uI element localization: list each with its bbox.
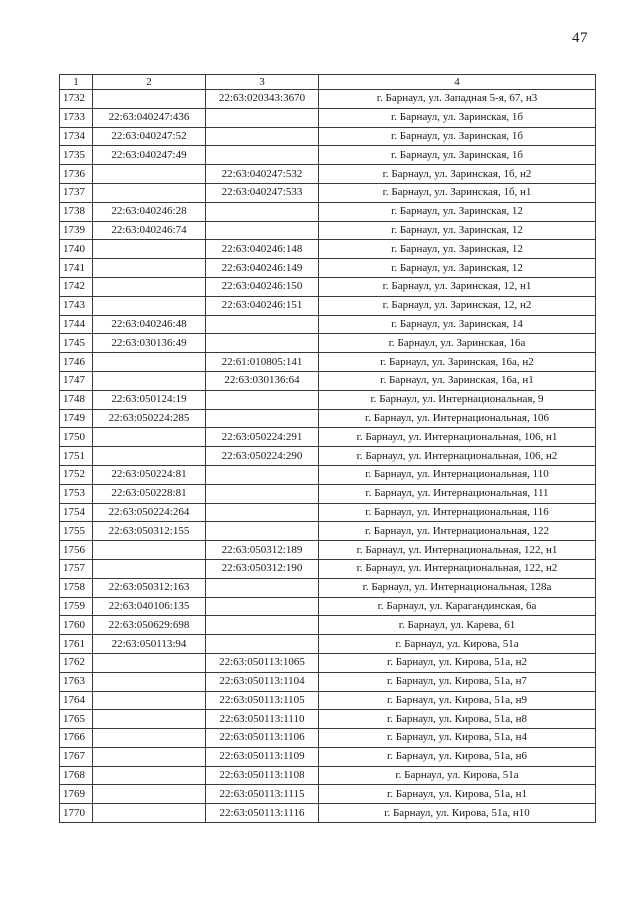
cadastral-number-secondary-cell: 22:63:040247:532 <box>206 165 319 184</box>
cadastral-number-cell <box>93 691 206 710</box>
cadastral-number-cell: 22:63:050312:155 <box>93 522 206 541</box>
row-number-cell: 1732 <box>60 90 93 109</box>
cadastral-number-secondary-cell: 22:63:050224:291 <box>206 428 319 447</box>
table-row <box>60 747 596 766</box>
cadastral-number-secondary-cell <box>206 315 319 334</box>
address-cell: г. Барнаул, ул. Заринская, 1б <box>319 127 596 146</box>
cadastral-number-cell: 22:63:040246:74 <box>93 221 206 240</box>
cadastral-number-cell: 22:63:040247:49 <box>93 146 206 165</box>
cadastral-number-secondary-cell: 22:63:050113:1065 <box>206 653 319 672</box>
row-number-cell: 1766 <box>60 729 93 748</box>
cadastral-number-cell: 22:63:050228:81 <box>93 484 206 503</box>
address-cell: г. Барнаул, ул. Кирова, 51а <box>319 766 596 785</box>
cadastral-number-cell: 22:63:050224:81 <box>93 465 206 484</box>
row-number-cell: 1737 <box>60 183 93 202</box>
address-cell: г. Барнаул, ул. Заринская, 1б <box>319 108 596 127</box>
row-number-cell: 1768 <box>60 766 93 785</box>
cadastral-number-secondary-cell <box>206 635 319 654</box>
row-number-cell: 1762 <box>60 653 93 672</box>
cadastral-number-cell <box>93 259 206 278</box>
row-number-cell: 1770 <box>60 804 93 823</box>
address-cell: г. Барнаул, ул. Интернациональная, 116 <box>319 503 596 522</box>
cadastral-number-secondary-cell: 22:63:050113:1109 <box>206 747 319 766</box>
table-row <box>60 428 596 447</box>
cadastral-number-cell: 22:63:050113:94 <box>93 635 206 654</box>
table-row <box>60 484 596 503</box>
cadastral-number-secondary-cell <box>206 221 319 240</box>
cadastral-number-secondary-cell <box>206 127 319 146</box>
table-row <box>60 447 596 466</box>
table-row <box>60 202 596 221</box>
header-col-1: 1 <box>60 75 93 90</box>
table-row <box>60 315 596 334</box>
row-number-cell: 1753 <box>60 484 93 503</box>
cadastral-number-cell <box>93 447 206 466</box>
row-number-cell: 1745 <box>60 334 93 353</box>
cadastral-number-secondary-cell <box>206 503 319 522</box>
cadastral-number-cell: 22:63:050312:163 <box>93 578 206 597</box>
address-cell: г. Барнаул, ул. Заринская, 1б, н1 <box>319 183 596 202</box>
cadastral-number-cell <box>93 277 206 296</box>
table-row <box>60 240 596 259</box>
row-number-cell: 1740 <box>60 240 93 259</box>
cadastral-number-cell: 22:63:050224:285 <box>93 409 206 428</box>
cadastral-number-cell <box>93 353 206 372</box>
table-header <box>60 75 596 90</box>
row-number-cell: 1742 <box>60 277 93 296</box>
address-cell: г. Барнаул, ул. Заринская, 16а, н1 <box>319 371 596 390</box>
address-cell: г. Барнаул, ул. Кирова, 51а, н6 <box>319 747 596 766</box>
row-number-cell: 1738 <box>60 202 93 221</box>
address-cell: г. Барнаул, ул. Интернациональная, 111 <box>319 484 596 503</box>
address-cell: г. Барнаул, ул. Заринская, 16а, н2 <box>319 353 596 372</box>
table-row <box>60 597 596 616</box>
cadastral-number-cell: 22:63:040247:52 <box>93 127 206 146</box>
address-cell: г. Барнаул, ул. Интернациональная, 128а <box>319 578 596 597</box>
cadastral-number-secondary-cell: 22:63:040246:150 <box>206 277 319 296</box>
address-cell: г. Барнаул, ул. Интернациональная, 106 <box>319 409 596 428</box>
cadastral-number-secondary-cell: 22:63:050113:1110 <box>206 710 319 729</box>
cadastral-number-secondary-cell: 22:63:040246:149 <box>206 259 319 278</box>
cadastral-number-cell: 22:63:050629:698 <box>93 616 206 635</box>
cadastral-number-secondary-cell <box>206 202 319 221</box>
address-cell: г. Барнаул, ул. Заринская, 12, н1 <box>319 277 596 296</box>
cadastral-number-cell: 22:63:030136:49 <box>93 334 206 353</box>
cadastral-number-secondary-cell: 22:63:050113:1116 <box>206 804 319 823</box>
table-row <box>60 804 596 823</box>
header-col-3: 3 <box>206 75 319 90</box>
cadastral-number-cell <box>93 710 206 729</box>
table-row <box>60 353 596 372</box>
table-row <box>60 691 596 710</box>
table-row <box>60 541 596 560</box>
row-number-cell: 1747 <box>60 371 93 390</box>
row-number-cell: 1756 <box>60 541 93 560</box>
row-number-cell: 1764 <box>60 691 93 710</box>
cadastral-number-cell <box>93 371 206 390</box>
cadastral-number-secondary-cell <box>206 616 319 635</box>
row-number-cell: 1765 <box>60 710 93 729</box>
table-row <box>60 729 596 748</box>
address-cell: г. Барнаул, ул. Западная 5-я, 67, н3 <box>319 90 596 109</box>
cadastral-number-secondary-cell: 22:63:050113:1115 <box>206 785 319 804</box>
row-number-cell: 1736 <box>60 165 93 184</box>
table-row <box>60 108 596 127</box>
table-row <box>60 146 596 165</box>
cadastral-number-cell: 22:63:050124:19 <box>93 390 206 409</box>
cadastral-number-secondary-cell <box>206 597 319 616</box>
header-col-4: 4 <box>319 75 596 90</box>
table-row <box>60 616 596 635</box>
row-number-cell: 1754 <box>60 503 93 522</box>
table-row <box>60 221 596 240</box>
cadastral-number-secondary-cell: 22:61:010805:141 <box>206 353 319 372</box>
cadastral-number-cell <box>93 766 206 785</box>
row-number-cell: 1758 <box>60 578 93 597</box>
row-number-cell: 1757 <box>60 559 93 578</box>
page-number: 47 <box>572 30 588 46</box>
address-cell: г. Барнаул, ул. Кирова, 51а, н4 <box>319 729 596 748</box>
table-row <box>60 90 596 109</box>
address-cell: г. Барнаул, ул. Заринская, 12 <box>319 202 596 221</box>
row-number-cell: 1755 <box>60 522 93 541</box>
cadastral-number-secondary-cell: 22:63:040246:151 <box>206 296 319 315</box>
address-cell: г. Барнаул, ул. Интернациональная, 9 <box>319 390 596 409</box>
address-cell: г. Барнаул, ул. Заринская, 14 <box>319 315 596 334</box>
cadastral-number-secondary-cell <box>206 465 319 484</box>
address-cell: г. Барнаул, ул. Интернациональная, 122, н1 <box>319 541 596 560</box>
cadastral-number-cell <box>93 90 206 109</box>
row-number-cell: 1748 <box>60 390 93 409</box>
row-number-cell: 1749 <box>60 409 93 428</box>
table-row <box>60 183 596 202</box>
cadastral-number-cell <box>93 296 206 315</box>
table-row <box>60 127 596 146</box>
address-cell: г. Барнаул, ул. Карагандинская, 6а <box>319 597 596 616</box>
row-number-cell: 1752 <box>60 465 93 484</box>
table-row <box>60 559 596 578</box>
cadastral-number-secondary-cell <box>206 146 319 165</box>
cadastral-number-cell: 22:63:040106:135 <box>93 597 206 616</box>
address-cell: г. Барнаул, ул. Кирова, 51а, н7 <box>319 672 596 691</box>
row-number-cell: 1767 <box>60 747 93 766</box>
cadastral-number-secondary-cell <box>206 409 319 428</box>
table-row <box>60 766 596 785</box>
property-table <box>59 74 596 823</box>
table-row <box>60 390 596 409</box>
table-row <box>60 710 596 729</box>
table-row <box>60 635 596 654</box>
row-number-cell: 1751 <box>60 447 93 466</box>
cadastral-number-secondary-cell: 22:63:050113:1106 <box>206 729 319 748</box>
cadastral-number-cell <box>93 804 206 823</box>
table-row <box>60 296 596 315</box>
table-row <box>60 259 596 278</box>
table-row <box>60 785 596 804</box>
cadastral-number-cell: 22:63:040247:436 <box>93 108 206 127</box>
address-cell: г. Барнаул, ул. Кирова, 51а <box>319 635 596 654</box>
row-number-cell: 1739 <box>60 221 93 240</box>
cadastral-number-cell <box>93 541 206 560</box>
cadastral-number-secondary-cell: 22:63:050113:1105 <box>206 691 319 710</box>
address-cell: г. Барнаул, ул. Карева, 61 <box>319 616 596 635</box>
address-cell: г. Барнаул, ул. Интернациональная, 110 <box>319 465 596 484</box>
address-cell: г. Барнаул, ул. Кирова, 51а, н8 <box>319 710 596 729</box>
row-number-cell: 1734 <box>60 127 93 146</box>
cadastral-number-cell <box>93 785 206 804</box>
row-number-cell: 1746 <box>60 353 93 372</box>
cadastral-number-secondary-cell <box>206 522 319 541</box>
table-row <box>60 522 596 541</box>
row-number-cell: 1733 <box>60 108 93 127</box>
table-row <box>60 465 596 484</box>
address-cell: г. Барнаул, ул. Заринская, 12 <box>319 240 596 259</box>
address-cell: г. Барнаул, ул. Интернациональная, 106, н1 <box>319 428 596 447</box>
cadastral-number-secondary-cell <box>206 390 319 409</box>
row-number-cell: 1741 <box>60 259 93 278</box>
address-cell: г. Барнаул, ул. Заринская, 12 <box>319 221 596 240</box>
cadastral-number-cell <box>93 559 206 578</box>
cadastral-number-secondary-cell: 22:63:030136:64 <box>206 371 319 390</box>
cadastral-number-cell <box>93 653 206 672</box>
cadastral-number-secondary-cell: 22:63:050113:1108 <box>206 766 319 785</box>
table-row <box>60 165 596 184</box>
row-number-cell: 1763 <box>60 672 93 691</box>
table-row <box>60 578 596 597</box>
row-number-cell: 1743 <box>60 296 93 315</box>
cadastral-number-secondary-cell: 22:63:020343:3670 <box>206 90 319 109</box>
row-number-cell: 1744 <box>60 315 93 334</box>
address-cell: г. Барнаул, ул. Кирова, 51а, н10 <box>319 804 596 823</box>
table-row <box>60 371 596 390</box>
cadastral-number-cell <box>93 183 206 202</box>
cadastral-number-cell <box>93 165 206 184</box>
property-table-container <box>59 74 595 823</box>
row-number-cell: 1769 <box>60 785 93 804</box>
address-cell: г. Барнаул, ул. Кирова, 51а, н1 <box>319 785 596 804</box>
address-cell: г. Барнаул, ул. Кирова, 51а, н9 <box>319 691 596 710</box>
address-cell: г. Барнаул, ул. Заринская, 12 <box>319 259 596 278</box>
cadastral-number-secondary-cell: 22:63:050312:189 <box>206 541 319 560</box>
table-row <box>60 277 596 296</box>
row-number-cell: 1759 <box>60 597 93 616</box>
cadastral-number-secondary-cell <box>206 334 319 353</box>
cadastral-number-cell <box>93 240 206 259</box>
table-row <box>60 503 596 522</box>
cadastral-number-secondary-cell: 22:63:040247:533 <box>206 183 319 202</box>
cadastral-number-secondary-cell <box>206 484 319 503</box>
table-row <box>60 409 596 428</box>
address-cell: г. Барнаул, ул. Заринская, 12, н2 <box>319 296 596 315</box>
header-col-2: 2 <box>93 75 206 90</box>
cadastral-number-secondary-cell: 22:63:050224:290 <box>206 447 319 466</box>
cadastral-number-cell: 22:63:050224:264 <box>93 503 206 522</box>
row-number-cell: 1760 <box>60 616 93 635</box>
address-cell: г. Барнаул, ул. Заринская, 1б, н2 <box>319 165 596 184</box>
cadastral-number-secondary-cell: 22:63:040246:148 <box>206 240 319 259</box>
cadastral-number-cell <box>93 747 206 766</box>
table-row <box>60 334 596 353</box>
address-cell: г. Барнаул, ул. Интернациональная, 122 <box>319 522 596 541</box>
table-body <box>60 90 596 823</box>
cadastral-number-secondary-cell <box>206 578 319 597</box>
cadastral-number-cell <box>93 729 206 748</box>
table-row <box>60 672 596 691</box>
cadastral-number-secondary-cell: 22:63:050312:190 <box>206 559 319 578</box>
cadastral-number-cell <box>93 672 206 691</box>
cadastral-number-cell <box>93 428 206 447</box>
address-cell: г. Барнаул, ул. Интернациональная, 122, н2 <box>319 559 596 578</box>
cadastral-number-cell: 22:63:040246:28 <box>93 202 206 221</box>
row-number-cell: 1750 <box>60 428 93 447</box>
cadastral-number-secondary-cell: 22:63:050113:1104 <box>206 672 319 691</box>
cadastral-number-cell: 22:63:040246:48 <box>93 315 206 334</box>
row-number-cell: 1735 <box>60 146 93 165</box>
address-cell: г. Барнаул, ул. Интернациональная, 106, н2 <box>319 447 596 466</box>
address-cell: г. Барнаул, ул. Заринская, 1б <box>319 146 596 165</box>
row-number-cell: 1761 <box>60 635 93 654</box>
cadastral-number-secondary-cell <box>206 108 319 127</box>
header-row <box>60 75 596 90</box>
table-row <box>60 653 596 672</box>
address-cell: г. Барнаул, ул. Кирова, 51а, н2 <box>319 653 596 672</box>
address-cell: г. Барнаул, ул. Заринская, 16а <box>319 334 596 353</box>
